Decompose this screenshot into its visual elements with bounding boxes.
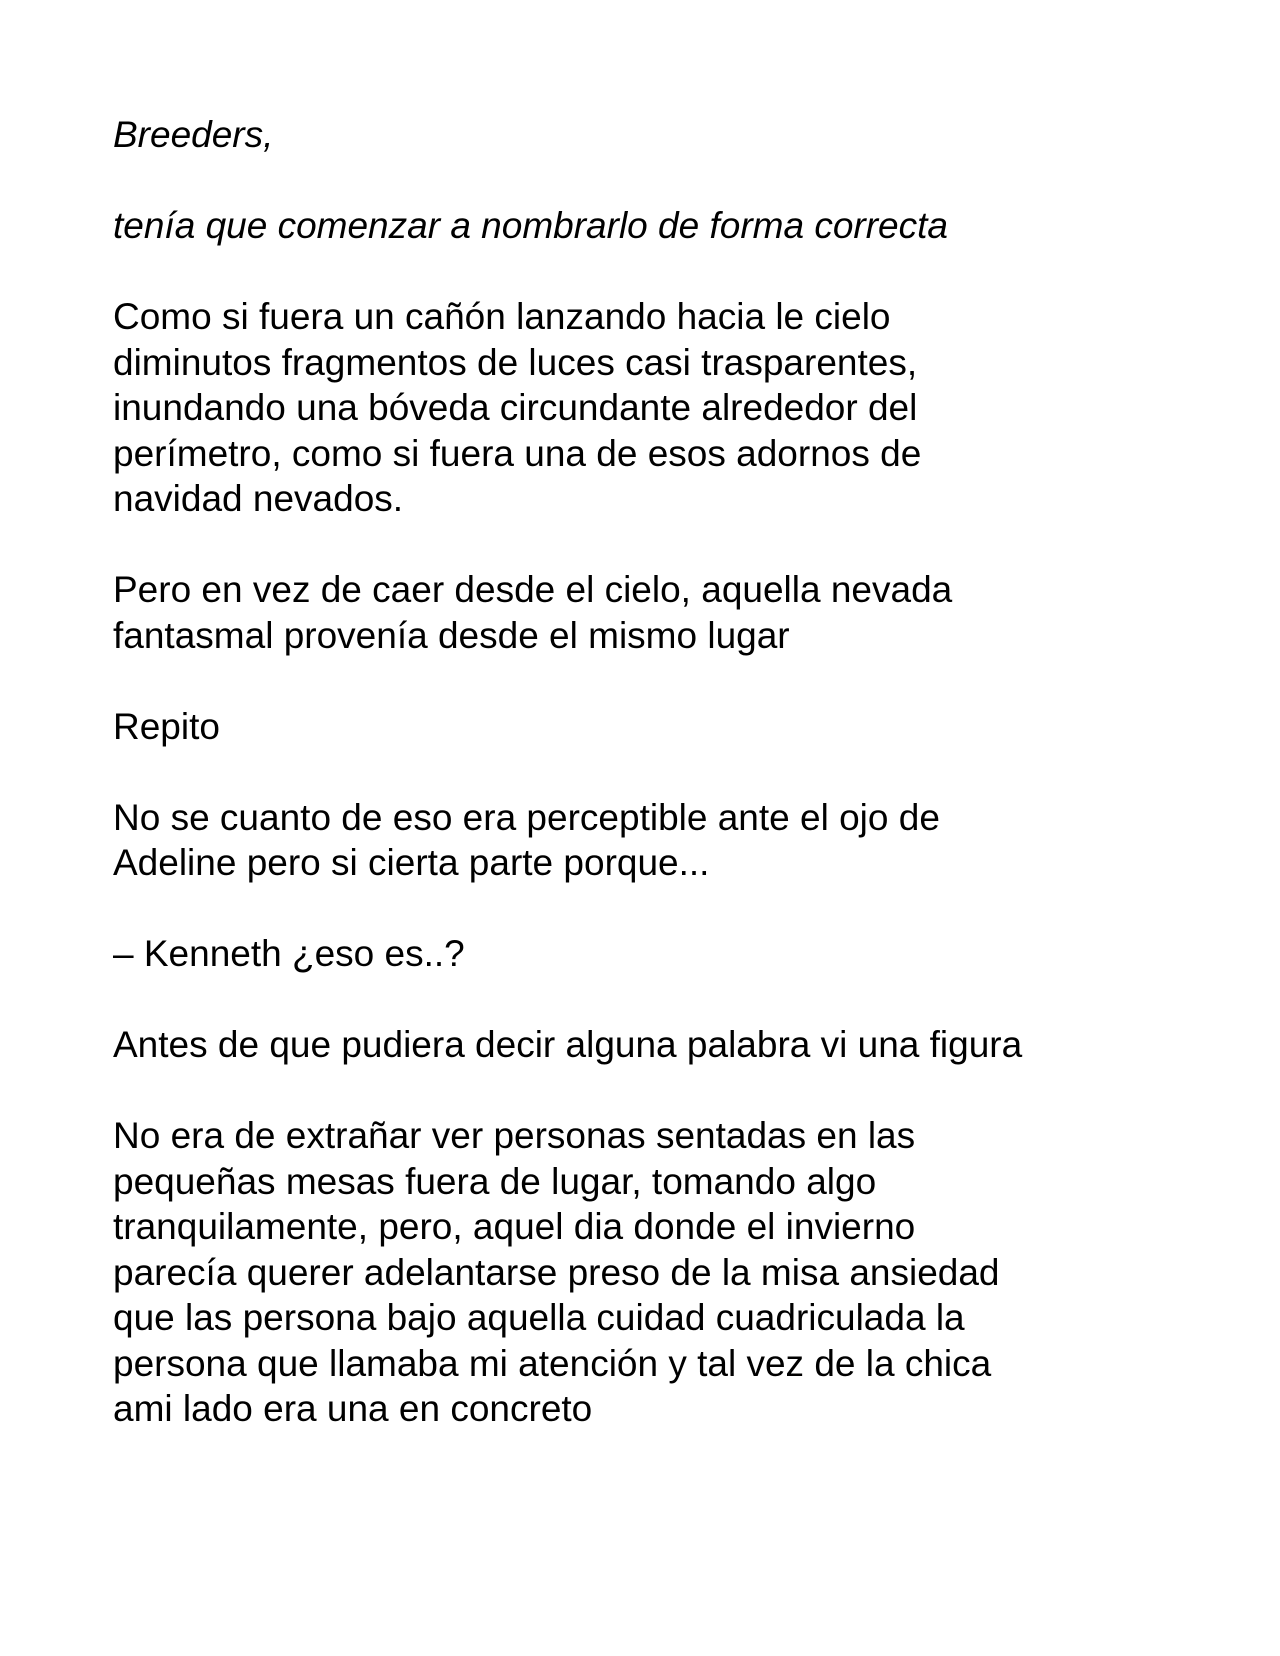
text-line: Como si fuera un cañón lanzando hacia le cielo xyxy=(113,296,891,337)
text-line: inundando una bóveda circundante alrededor del xyxy=(113,387,918,428)
text-line: ami lado era una en concreto xyxy=(113,1388,593,1429)
body-paragraph-5 xyxy=(113,1022,1173,1068)
body-paragraph-1 xyxy=(113,294,1173,522)
text-line: tenía que comenzar a nombrarlo de forma correcta xyxy=(113,205,948,246)
text-line: Adeline pero si cierta parte porque... xyxy=(113,842,710,883)
text-line: fantasmal provenía desde el mismo lugar xyxy=(113,614,790,656)
text-line: persona que llamaba mi atención y tal vez de la chica xyxy=(113,1342,992,1384)
body-paragraph-6 xyxy=(113,1113,1173,1432)
text-line: navidad nevados. xyxy=(113,478,404,519)
salutation-paragraph xyxy=(113,112,1173,158)
text-line: tranquilamente, pero, aquel dia donde el invierno xyxy=(113,1206,916,1247)
text-line: diminutos fragmentos de luces casi trasparentes, xyxy=(113,341,918,383)
text-line: No era de extrañar ver personas sentadas en las xyxy=(113,1115,916,1156)
text-line: – Kenneth ¿eso es..? xyxy=(113,933,465,974)
text-line: que las persona bajo aquella cuidad cuadriculada la xyxy=(113,1297,965,1338)
text-line: No se cuanto de eso era perceptible ante el ojo de xyxy=(113,796,940,838)
text-line: Breeders, xyxy=(113,114,274,155)
text-line: pequeñas mesas fuera de lugar, tomando algo xyxy=(113,1160,877,1202)
body-paragraph-2 xyxy=(113,567,1173,658)
text-line: parecía querer adelantarse preso de la misa ansiedad xyxy=(113,1251,1000,1293)
body-paragraph-4 xyxy=(113,795,1173,886)
document-page xyxy=(113,112,1173,1477)
intro-paragraph xyxy=(113,203,1173,249)
text-line: Antes de que pudiera decir alguna palabra vi una figura xyxy=(113,1024,1023,1065)
text-line: Pero en vez de caer desde el cielo, aquella nevada xyxy=(113,569,953,610)
body-paragraph-3 xyxy=(113,704,1173,750)
dialogue-paragraph xyxy=(113,931,1173,977)
text-line: perímetro, como si fuera una de esos adornos de xyxy=(113,432,922,474)
text-line: Repito xyxy=(113,705,220,747)
